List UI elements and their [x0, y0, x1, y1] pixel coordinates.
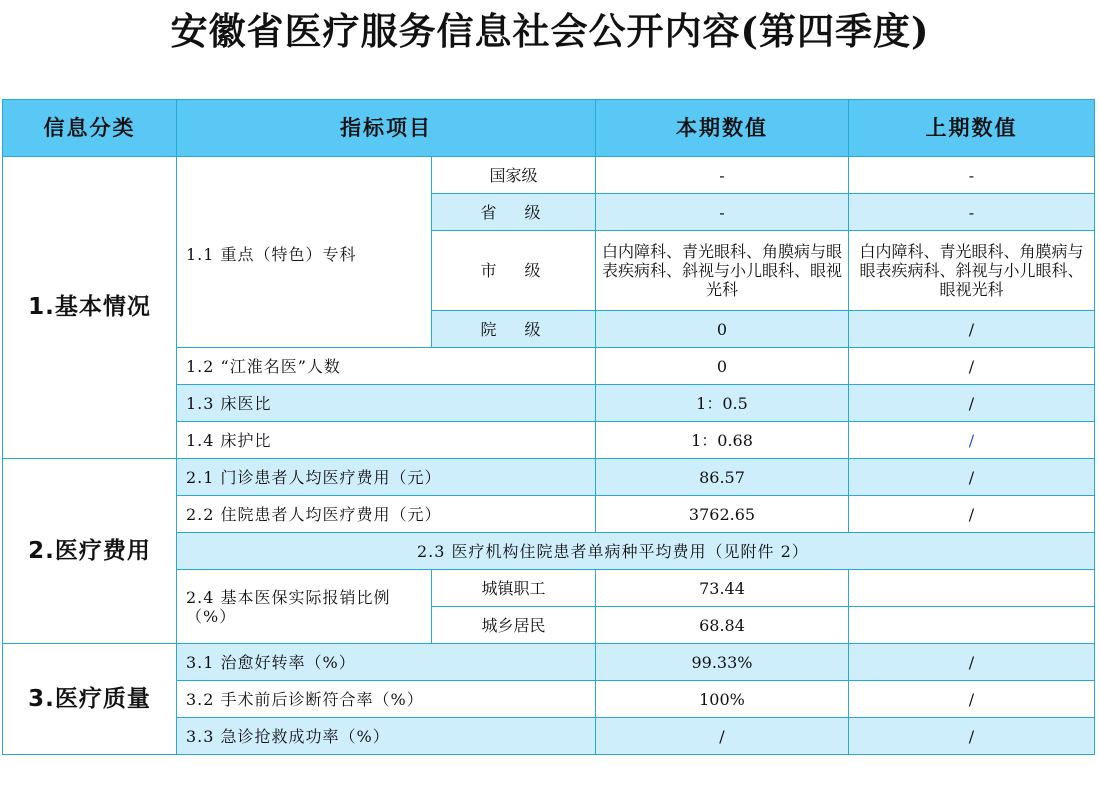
- level-hospital-previous: /: [849, 311, 1095, 348]
- diagnosis-rate-label: 3.2 手术前后诊断符合率（%）: [177, 681, 596, 718]
- level-provincial-current: -: [596, 194, 849, 231]
- level-city-current: 白内障科、青光眼科、角膜病与眼表疾病科、斜视与小儿眼科、眼视光科: [596, 231, 849, 311]
- bed-doctor-label: 1.3 床医比: [177, 385, 596, 422]
- outpatient-label: 2.1 门诊患者人均医疗费用（元）: [177, 459, 596, 496]
- level-national-current: -: [596, 157, 849, 194]
- level-city-previous: 白内障科、青光眼科、角膜病与眼表疾病科、斜视与小儿眼科、眼视光科: [849, 231, 1095, 311]
- famous-doctors-label: 1.2 “江淮名医”人数: [177, 348, 596, 385]
- inpatient-label: 2.2 住院患者人均医疗费用（元）: [177, 496, 596, 533]
- rescue-rate-current: /: [596, 718, 849, 755]
- specialty-label: 1.1 重点（特色）专科: [177, 157, 432, 348]
- table-row: [3, 644, 1095, 681]
- category-basic: 1.基本情况: [3, 157, 177, 459]
- urban-employee-current: 73.44: [596, 570, 849, 607]
- level-provincial-label: 省 级: [432, 194, 596, 231]
- info-table: [2, 99, 1095, 755]
- category-cost: 2.医疗费用: [3, 459, 177, 644]
- level-national-previous: -: [849, 157, 1095, 194]
- bed-nurse-current: 1：0.68: [596, 422, 849, 459]
- header-previous: 上期数值: [849, 100, 1095, 157]
- urban-employee-previous: [849, 570, 1095, 607]
- category-quality: 3.医疗质量: [3, 644, 177, 755]
- urban-employee-label: 城镇职工: [432, 570, 596, 607]
- outpatient-previous: /: [849, 459, 1095, 496]
- inpatient-current: 3762.65: [596, 496, 849, 533]
- inpatient-previous: /: [849, 496, 1095, 533]
- bed-doctor-previous: /: [849, 385, 1095, 422]
- header-row: [3, 100, 1095, 157]
- outpatient-current: 86.57: [596, 459, 849, 496]
- insurance-label: 2.4 基本医保实际报销比例（%）: [177, 570, 432, 644]
- residents-current: 68.84: [596, 607, 849, 644]
- header-category: 信息分类: [3, 100, 177, 157]
- residents-previous: [849, 607, 1095, 644]
- level-hospital-label: 院 级: [432, 311, 596, 348]
- bed-nurse-previous: /: [849, 422, 1095, 459]
- single-disease-label: 2.3 医疗机构住院患者单病种平均费用（见附件 2）: [177, 533, 1095, 570]
- page-title: 安徽省医疗服务信息社会公开内容(第四季度): [170, 9, 930, 53]
- level-hospital-current: 0: [596, 311, 849, 348]
- level-national-label: 国家级: [432, 157, 596, 194]
- famous-doctors-previous: /: [849, 348, 1095, 385]
- header-current: 本期数值: [596, 100, 849, 157]
- cure-rate-current: 99.33%: [596, 644, 849, 681]
- rescue-rate-previous: /: [849, 718, 1095, 755]
- rescue-rate-label: 3.3 急诊抢救成功率（%）: [177, 718, 596, 755]
- bed-doctor-current: 1：0.5: [596, 385, 849, 422]
- table-row: [3, 157, 1095, 194]
- level-city-label: 市 级: [432, 231, 596, 311]
- residents-label: 城乡居民: [432, 607, 596, 644]
- bed-nurse-label: 1.4 床护比: [177, 422, 596, 459]
- level-provincial-previous: -: [849, 194, 1095, 231]
- diagnosis-rate-previous: /: [849, 681, 1095, 718]
- cure-rate-previous: /: [849, 644, 1095, 681]
- diagnosis-rate-current: 100%: [596, 681, 849, 718]
- famous-doctors-current: 0: [596, 348, 849, 385]
- cure-rate-label: 3.1 治愈好转率（%）: [177, 644, 596, 681]
- table-row: [3, 459, 1095, 496]
- header-item: 指标项目: [177, 100, 596, 157]
